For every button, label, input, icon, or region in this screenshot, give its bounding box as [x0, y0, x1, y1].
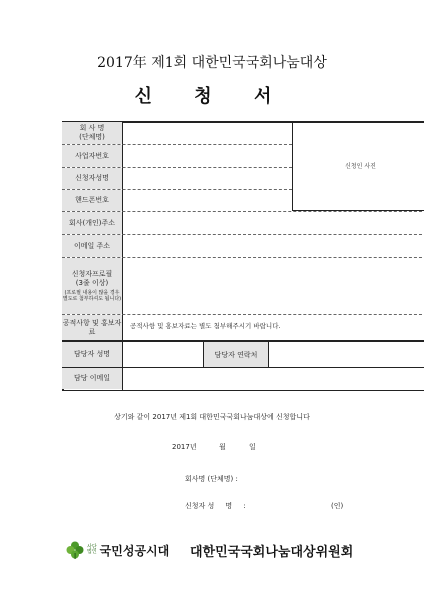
achievements-label: 공적사항 및 홍보자료 [62, 315, 122, 340]
form-subtitle: 신 청 서 [134, 86, 290, 107]
manager-contact-label: 담당자 연락처 [204, 342, 268, 367]
photo-box [292, 121, 424, 211]
row-divider [62, 189, 292, 190]
row-divider [62, 144, 292, 145]
organization-logo [66, 541, 169, 559]
row-divider [62, 167, 292, 168]
form-border-bottom [62, 390, 424, 392]
org-name: 국민성공시대 [99, 543, 170, 558]
applicant-sign-field: 신청자 성 명 : [185, 502, 246, 510]
company-name-label: 회 사 명 (단체명) [62, 122, 122, 144]
company-sign-field: 회사명 (단체명) : [185, 475, 238, 483]
applicant-name-label: 신청자성명 [62, 168, 122, 189]
application-form [62, 121, 424, 391]
committee-name: 대한민국국회나눔대상위원회 [190, 545, 354, 560]
row-divider [62, 257, 424, 258]
page-title: 2017年 제1회 대한민국국회나눔대상 [97, 55, 327, 71]
date-day: 일 [249, 443, 256, 451]
achievements-notice: 공적사항 및 홍보자료는 별도 첨부해주시기 바랍니다. [130, 322, 281, 330]
application-statement: 상기와 같이 2017년 제1회 대한민국국회나눔대상에 신청합니다 [114, 413, 310, 421]
label-column-divider [122, 121, 123, 391]
seal-mark: (인) [331, 502, 344, 510]
address-label: 회사(개인)주소 [62, 212, 122, 234]
manager-email-label: 담당 이메일 [62, 368, 122, 389]
org-tag: 사단 법인 [87, 543, 97, 555]
manager-col-divider [268, 341, 269, 367]
mobile-number-label: 핸드폰번호 [62, 190, 122, 211]
clover-icon [66, 541, 84, 559]
date-month: 월 [219, 443, 226, 451]
profile-label: 신청자프로필 (3줄 이상) (프로필 내용이 많을 경우 별도로 첨부하셔도 됩니다) [62, 258, 122, 314]
photo-label: 신청인 사진 [345, 163, 376, 170]
row-divider [62, 234, 424, 235]
row-divider-solid [62, 367, 424, 368]
row-divider [62, 211, 424, 212]
business-number-label: 사업자번호 [62, 145, 122, 167]
row-divider [62, 314, 424, 315]
email-label: 이메일 주소 [62, 235, 122, 257]
date-year: 2017년 [172, 443, 197, 451]
manager-name-label: 담당자 성명 [62, 342, 122, 367]
